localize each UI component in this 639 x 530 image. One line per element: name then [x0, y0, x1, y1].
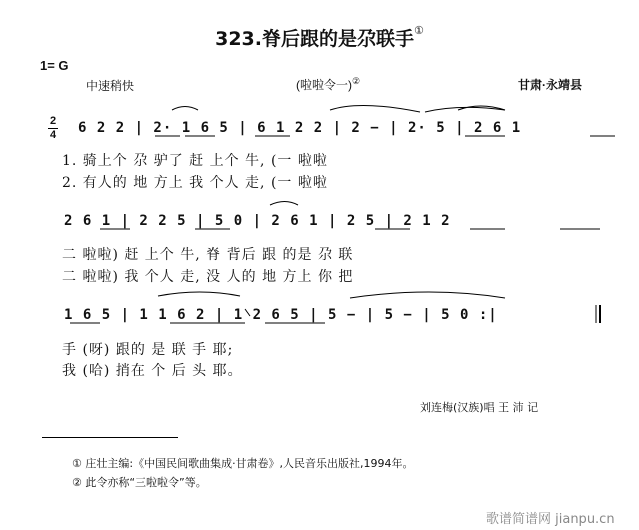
key-signature: 1= G — [40, 58, 69, 73]
lyrics-row-2-verse-1: 二 啦啦) 赶 上个 牛, 脊 背后 跟 的是 尕 联 — [62, 247, 354, 263]
lyrics-row-1-verse-2: 2. 有人的 地 方上 我 个人 走, (一 啦啦 — [62, 175, 328, 191]
tempo-marking: 中速稍快 — [86, 79, 135, 93]
footnote-1: ① 庄壮主编:《中国民间歌曲集成·甘肃卷》,人民音乐出版社,1994年。 — [72, 457, 414, 470]
lyrics-row-3-verse-1: 手 (呀) 跟的 是 联 手 耶; — [62, 342, 234, 358]
subtitle: (啦啦令一)② — [296, 76, 361, 92]
lyrics-row-1-verse-1: 1. 骑上个 尕 驴了 赶 上个 牛, (一 啦啦 — [62, 153, 328, 169]
lyrics-row-3-verse-2: 我 (哈) 捎在 个 后 头 耶。 — [62, 363, 243, 379]
lyrics-row-2-verse-2: 二 啦啦) 我 个人 走, 没 人的 地 方上 你 把 — [62, 269, 354, 285]
notes-row-2: 2 6 1 | 2 2 5 | 5 0 | 2 6 1 | 2 5 | 2 1 2 — [64, 213, 451, 229]
notes-row-3: 1 6 5 | 1 1 6 2 | 1 2 6 5 | 5 − | 5 − | 5 0 :| — [64, 307, 498, 323]
footnote-divider — [42, 437, 178, 438]
footnote-2: ② 此令亦称“三啦啦令”等。 — [72, 476, 207, 489]
time-signature: 2 4 — [49, 115, 57, 141]
watermark: 歌谱简谱网 jianpu.cn — [486, 512, 615, 527]
song-title: 323.脊后跟的是尕联手① — [215, 24, 424, 50]
region-label: 甘肃·永靖县 — [518, 78, 582, 92]
performer-credit: 刘连梅(汉族)唱 王 沛 记 — [420, 401, 539, 414]
notes-row-1: 6 2 2 | 2· 1 6 5 | 6 1 2 2 | 2 − | 2· 5 | 2 6 1 — [78, 120, 522, 136]
